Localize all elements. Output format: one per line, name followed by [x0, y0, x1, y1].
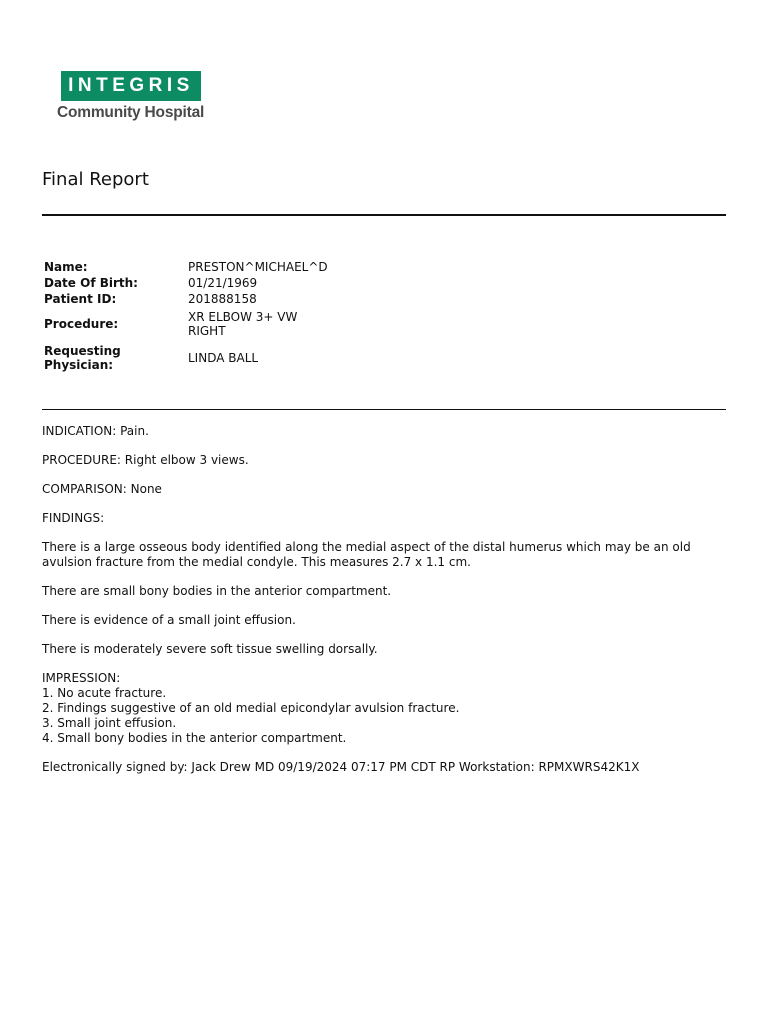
procedure-value-line1: XR ELBOW 3+ VW [188, 310, 298, 324]
physician-value: LINDA BALL [188, 351, 259, 365]
signature-text: Electronically signed by: Jack Drew MD 09/19/2024 07:17 PM CDT RP Workstation: RPMXWRS42K1X [42, 760, 640, 774]
patient-dob-row [42, 275, 350, 291]
logo-brand: INTEGRIS [61, 71, 201, 101]
name-value: PRESTON^MICHAEL^D [188, 260, 328, 274]
findings-heading: FINDINGS: [42, 511, 105, 525]
header-divider [42, 214, 726, 216]
patient-info-table [42, 259, 350, 375]
finding-3: There is evidence of a small joint effusion. [42, 613, 296, 627]
impression-item-4: 4. Small bony bodies in the anterior compartment. [42, 731, 347, 745]
info-divider [42, 409, 726, 410]
patient-id-value: 201888158 [188, 292, 257, 306]
procedure-row [42, 307, 350, 341]
finding-1: There is a large osseous body identified along the medial aspect of the distal humerus which may be an old avulsion fracture from the medial condyle. This measures 2.7 x 1.1 cm. [42, 540, 691, 569]
dob-label: Date Of Birth: [44, 276, 138, 290]
comparison-text: COMPARISON: None [42, 482, 162, 496]
physician-row [42, 341, 350, 375]
report-body [42, 424, 732, 789]
procedure-value [186, 307, 350, 341]
name-label: Name: [44, 260, 88, 274]
procedure-text: PROCEDURE: Right elbow 3 views. [42, 453, 249, 467]
impression-item-3: 3. Small joint effusion. [42, 716, 177, 730]
patient-name-row [42, 259, 350, 275]
impression-heading: IMPRESSION: [42, 671, 121, 685]
finding-2: There are small bony bodies in the anterior compartment. [42, 584, 392, 598]
physician-label [42, 341, 186, 375]
procedure-label: Procedure: [44, 317, 119, 331]
procedure-value-line2: RIGHT [188, 324, 226, 338]
report-title: Final Report [42, 169, 149, 190]
dob-value: 01/21/1969 [188, 276, 258, 290]
physician-label-line1: Requesting [44, 344, 121, 358]
physician-label-line2: Physician: [44, 358, 114, 372]
impression-item-1: 1. No acute fracture. [42, 686, 167, 700]
indication-text: INDICATION: Pain. [42, 424, 149, 438]
finding-4: There is moderately severe soft tissue swelling dorsally. [42, 642, 378, 656]
hospital-logo [57, 71, 207, 122]
impression-item-2: 2. Findings suggestive of an old medial epicondylar avulsion fracture. [42, 701, 460, 715]
impression-block [42, 671, 732, 746]
patient-id-label: Patient ID: [44, 292, 117, 306]
patient-id-row [42, 291, 350, 307]
logo-subtitle: Community Hospital [57, 104, 205, 121]
